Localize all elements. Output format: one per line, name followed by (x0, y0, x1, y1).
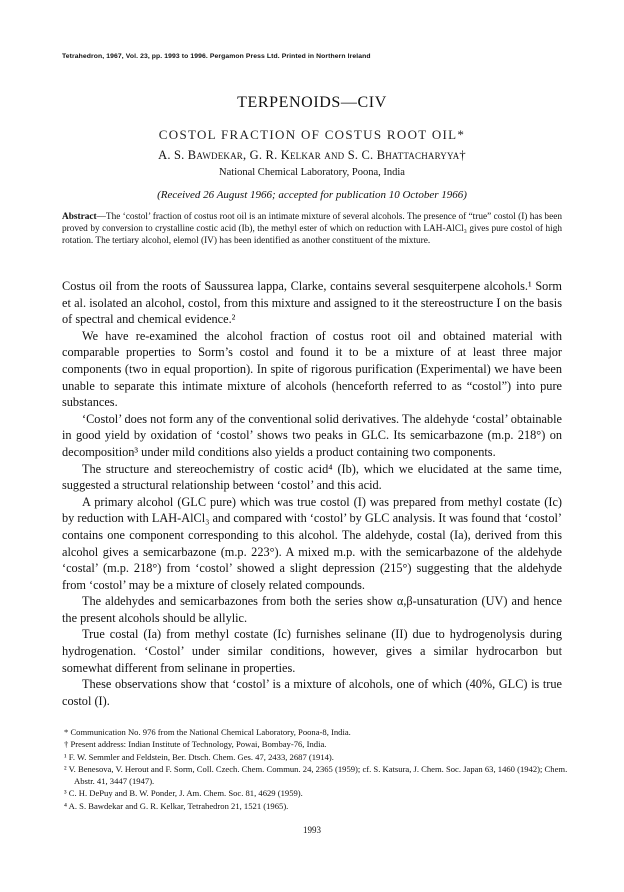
footnotes (62, 726, 572, 812)
footnote: ² V. Benesova, V. Herout and F. Sorm, Coll. Czech. Chem. Commun. 24, 2365 (1959); cf. S. Katsura, J. Chem. Soc. Japan 63, 1460 (1942); Chem. Abstr. 41, 3447 (1947). (64, 763, 568, 787)
footnote: ³ C. H. DePuy and B. W. Ponder, J. Am. Chem. Soc. 81, 4629 (1959). (64, 788, 303, 799)
affiliation: National Chemical Laboratory, Poona, India (219, 167, 405, 178)
footnote: ⁴ A. S. Bawdekar and G. R. Kelkar, Tetrahedron 21, 1521 (1965). (64, 800, 289, 811)
paragraph: True costal (Ia) from methyl costate (Ic) furnishes selinane (II) due to hydrogenolysis during hydrogenation. ‘Costol’ under similar conditions, however, gives a similar hydrocarbon but somewhat different from selinane in properties. (62, 627, 562, 675)
paper-subtitle: COSTOL FRACTION OF COSTUS ROOT OIL* (158, 127, 466, 142)
paragraph: These observations show that ‘costol’ is a mixture of alcohols, one of which (40%, GLC) is true costol (I). (62, 677, 562, 708)
abstract-text: —The ‘costol’ fraction of costus root oil is an intimate mixture of several alcohols. The presence of “true” costol (I) has been proved by conversion to crystalline costic acid (Ib), the methyl ester of which on reduction with LAH-AlCl₃ gives pure costol of high rotation. The tertiary alcohol, elemol (IV) has been identified as another constituent of the mixture. (62, 212, 562, 247)
footnote: * Communication No. 976 from the National Chemical Laboratory, Poona-8, India. (64, 727, 351, 737)
paper-title: TERPENOIDS—CIV (237, 94, 387, 111)
received-dates: (Received 26 August 1966; accepted for publication 10 October 1966) (157, 189, 467, 201)
paragraph: Costus oil from the roots of Saussurea lappa, Clarke, contains several sesquiterpene alcohols.¹ Sorm et al. isolated an alcohol, costol, from this mixture and assigned to it the stereostructure I on the basis of spectral and chemical evidence.² (62, 279, 562, 327)
abstract-label: Abstract (62, 212, 97, 222)
paragraph: We have re-examined the alcohol fraction of costus root oil and obtained material with comparable properties to Sorm’s costol and found it to be a mixture of at least three major components (two in equal proportion). In spite of rigorous purification (Experimental) we have been unable to separate this intimate mixture of alcohols (henceforth referred to as “costol”) into pure substances. (62, 328, 562, 410)
running-head: Tetrahedron, 1967, Vol. 23, pp. 1993 to 1996. Pergamon Press Ltd. Printed in Northern Ireland (62, 53, 371, 60)
footnote: † Present address: Indian Institute of Technology, Powai, Bombay-76, India. (64, 739, 327, 750)
paragraph: ‘Costol’ does not form any of the conventional solid derivatives. The aldehyde ‘costal’ obtainable in good yield by oxidation of ‘costol’ shows two peaks in GLC. Its semicarbazone (m.p. 218°) on decomposition³ under mild conditions also yields a product containing two components. (62, 411, 562, 459)
body-text (62, 278, 562, 709)
page-number: 1993 (303, 825, 321, 835)
paragraph: A primary alcohol (GLC pure) which was true costol (I) was prepared from methyl costate (Ic) by reduction with LAH-AlCl₃ and compared with ‘costol’ by GLC analysis. It was found that ‘costol’ contains one component corresponding to this alcohol. The aldehyde, costal (Ia), derived from this alcohol gives a semicarbazone (m.p. 223°). A mixed m.p. with the semicarbazone of the aldehyde ‘costal’ (m.p. 218°) from ‘costol’ showed a slight depression (215°) suggesting that the aldehyde from ‘costol’ may be a mixture of closely related compounds. (62, 494, 562, 592)
footnote: ¹ F. W. Semmler and Feldstein, Ber. Dtsch. Chem. Ges. 47, 2433, 2687 (1914). (64, 751, 334, 762)
paragraph: The aldehydes and semicarbazones from both the series show α,β-unsaturation (UV) and hence the present alcohols should be allylic. (62, 594, 562, 625)
abstract (62, 211, 562, 248)
author-list: A. S. Bawdekar, G. R. Kelkar and S. C. Bhattacharyya† (158, 148, 466, 162)
paragraph: The structure and stereochemistry of costic acid⁴ (Ib), which we elucidated at the same time, suggested a structural relationship between ‘costol’ and this acid. (62, 461, 562, 493)
